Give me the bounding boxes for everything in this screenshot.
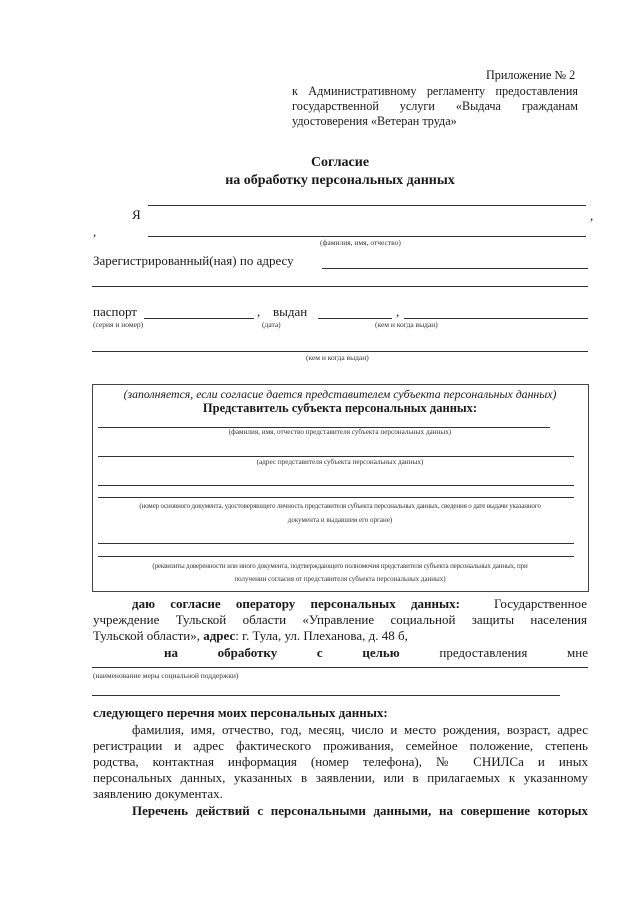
purpose-word-4: целью <box>362 645 400 660</box>
registered-label: Зарегистрированный(ная) по адресу <box>93 253 294 268</box>
list-line-2: регистрации и адрес фактического проживания, семейное положение, степень <box>93 738 588 753</box>
purpose-line <box>164 645 588 661</box>
support-line[interactable] <box>92 667 588 668</box>
rep-address-line[interactable] <box>98 456 574 457</box>
rep-doc-line-1[interactable] <box>98 485 574 486</box>
list-line-5: заявлению документах. <box>93 786 223 801</box>
support-line-2[interactable] <box>92 695 560 696</box>
consent-line-1 <box>132 596 587 612</box>
date-caption: (дата) <box>262 320 281 329</box>
rep-auth-line-2[interactable] <box>98 556 574 557</box>
list-line-3: родства, контактная информация (номер телефона), № СНИЛСа и иных <box>93 754 588 769</box>
consent-line-3-b: : г. Тула, ул. Плеханова, д. 48 б, <box>235 628 408 643</box>
fio-line-2[interactable] <box>148 236 586 237</box>
fio-caption: (фамилия, имя, отчество) <box>320 238 401 247</box>
purpose-word-5: предоставления <box>439 645 528 660</box>
issued-by-line-2[interactable] <box>92 351 588 352</box>
appendix-line-1: к Административному регламенту предоставления <box>292 84 578 98</box>
address-line-1[interactable] <box>322 268 588 269</box>
passport-comma: , <box>257 304 261 319</box>
list-heading: следующего перечня моих персональных данных: <box>93 705 388 720</box>
representative-heading: Представитель субъекта персональных данных: <box>202 401 478 415</box>
consent-line-3-a: Тульской области», <box>93 628 200 643</box>
ya-label: Я <box>132 207 141 222</box>
title-line-2: на обработку персональных данных <box>225 173 455 188</box>
rep-auth-caption-1: (реквизиты доверенности или иного документа, подтверждающего полномочия представителя субъекта персональных данных, при <box>152 562 528 570</box>
rep-auth-caption-2: получении согласия от представителя субъекта персональных данных) <box>234 575 446 583</box>
consent-address-label: адрес <box>203 628 236 643</box>
support-caption: (наименование меры социальной поддержки) <box>93 671 239 680</box>
consent-line-2: учреждение Тульской области «Управление социальной защиты населения <box>93 612 587 627</box>
purpose-word-3: с <box>316 645 323 660</box>
appendix-number: Приложение № 2 <box>486 68 576 82</box>
issued-label: выдан <box>273 304 308 319</box>
by-whom-caption: (кем и когда выдан) <box>375 320 438 329</box>
appendix-line-2: государственной услуги «Выдача гражданам <box>292 99 578 113</box>
consent-bold-lead: даю согласие оператору персональных данных: <box>132 596 460 611</box>
issued-comma: , <box>396 304 400 319</box>
rep-doc-caption-2: документа и выдавшем его органе) <box>287 516 393 524</box>
passport-label: паспорт <box>93 304 137 319</box>
rep-doc-caption-1: (номер основного документа, удостоверяющего личность представителя субъекта персональных данных, сведения о дате выдачи указанного <box>139 502 541 510</box>
list-line-4: персональных данных, указанных в заявлении, или в прилагаемых к указанному <box>93 770 588 785</box>
representative-note: (заполняется, если согласие дается представителем субъекта персональных данных) <box>123 387 557 401</box>
consent-line-3 <box>93 628 408 644</box>
actions-heading: Перечень действий с персональными данными, на совершение которых <box>132 803 588 818</box>
list-line-1: фамилия, имя, отчество, год, месяц, число и место рождения, возраст, адрес <box>132 722 588 737</box>
issue-date-line[interactable] <box>318 318 392 319</box>
comma-right: , <box>590 208 594 223</box>
fio-line-1[interactable] <box>148 205 586 206</box>
passport-number-line[interactable] <box>144 318 254 319</box>
series-caption: (серия и номер) <box>93 320 144 329</box>
comma-left: , <box>93 224 97 239</box>
purpose-word-1: на <box>164 645 178 660</box>
rep-auth-line-1[interactable] <box>98 543 574 544</box>
by-whom-caption-2: (кем и когда выдан) <box>306 353 369 362</box>
purpose-word-6: мне <box>567 645 588 660</box>
purpose-word-2: обработку <box>217 645 278 660</box>
consent-line-1-rest: Государственное <box>494 596 587 611</box>
rep-doc-line-2[interactable] <box>98 497 574 498</box>
rep-address-caption: (адрес представителя субъекта персональных данных) <box>256 458 424 466</box>
rep-fio-caption: (фамилия, имя, отчество представителя субъекта персональных данных) <box>228 428 452 436</box>
address-line-2[interactable] <box>92 286 588 287</box>
appendix-line-3: удостоверения «Ветеран труда» <box>292 114 457 128</box>
title-line-1: Согласие <box>310 155 370 170</box>
issued-by-line[interactable] <box>404 318 588 319</box>
